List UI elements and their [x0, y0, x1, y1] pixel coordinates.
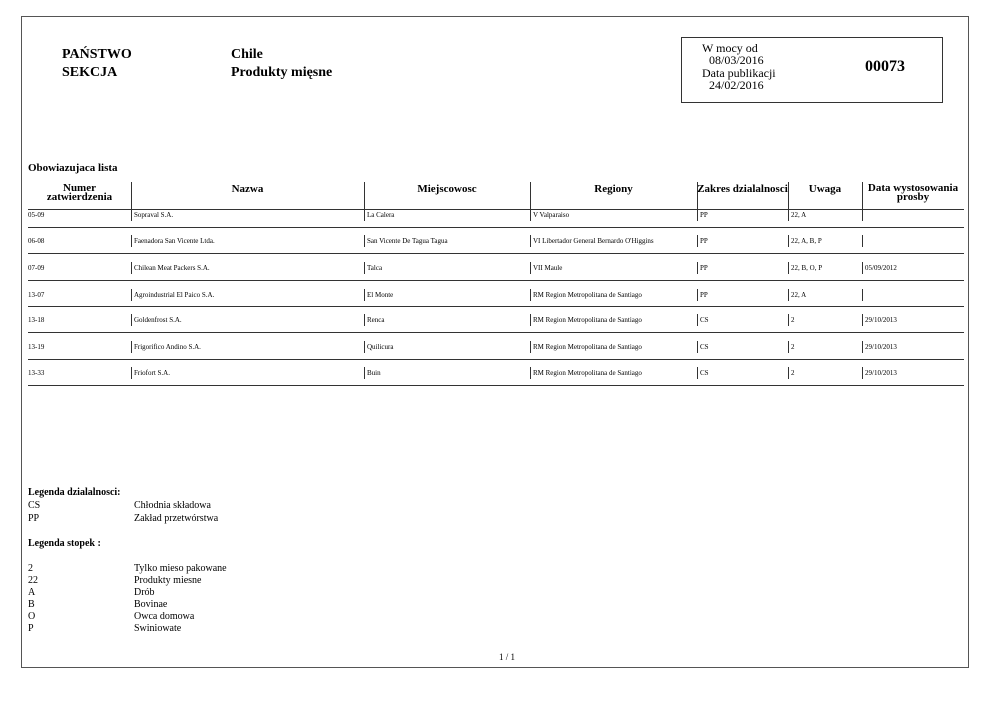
table-cell: 2	[791, 316, 795, 324]
table-row-divider	[28, 332, 964, 333]
table-cell-divider	[131, 289, 132, 301]
table-cell: Renca	[367, 316, 385, 324]
table-cell: 13-07	[28, 291, 45, 299]
table-cell: PP	[700, 291, 708, 299]
table-cell: San Vicente De Tagua Tagua	[367, 237, 448, 245]
document-number: 00073	[865, 58, 905, 75]
table-cell: 05-09	[28, 211, 45, 219]
table-cell: 22, B, O, P	[791, 264, 823, 272]
table-cell-divider	[862, 289, 863, 301]
table-cell: Talca	[367, 264, 383, 272]
table-header-cell	[530, 185, 697, 194]
table-cell-divider	[131, 367, 132, 379]
table-cell-divider	[364, 235, 365, 247]
table-cell-divider	[131, 209, 132, 221]
table-cell: RM Region Metropolitana de Santiago	[533, 369, 642, 377]
legend-desc: Chłodnia składowa	[134, 500, 211, 511]
published-label: Data publikacji	[702, 66, 776, 80]
table-header-text: Miejscowosc	[417, 183, 477, 195]
table-cell-divider	[788, 262, 789, 274]
published-value: 24/02/2016	[709, 78, 764, 92]
table-cell-divider	[131, 235, 132, 247]
info-box	[681, 37, 943, 103]
table-cell-divider	[364, 209, 365, 221]
legend-code: CS	[28, 500, 41, 511]
table-cell: 22, A	[791, 211, 807, 219]
table-cell: 13-19	[28, 343, 45, 351]
legend-desc: Drób	[134, 587, 155, 598]
table-cell-divider	[788, 341, 789, 353]
table-cell-divider	[530, 314, 531, 326]
table-cell-divider	[697, 314, 698, 326]
legend-code: O	[28, 611, 36, 622]
table-cell: V Valparaiso	[533, 211, 570, 219]
table-cell-divider	[697, 367, 698, 379]
table-header-text: prosby	[896, 191, 930, 203]
table-cell: PP	[700, 264, 708, 272]
legend-desc: Swiniowate	[134, 623, 182, 634]
table-header-text: Nazwa	[231, 183, 264, 195]
table-cell: PP	[700, 211, 708, 219]
table-row-divider	[28, 253, 964, 254]
table-cell: PP	[700, 237, 708, 245]
table-cell: CS	[700, 343, 709, 351]
legend-code: 22	[28, 575, 38, 586]
table-cell-divider	[530, 209, 531, 221]
table-cell: CS	[700, 316, 709, 324]
table-cell: 29/10/2013	[865, 316, 897, 324]
table-header-text: Numer	[63, 182, 96, 194]
table-cell-divider	[697, 235, 698, 247]
legend-code: B	[28, 599, 35, 610]
table-cell-divider	[862, 314, 863, 326]
table-cell: VII Maule	[533, 264, 563, 272]
table-cell: Goldenfrost S.A.	[134, 316, 182, 324]
table-header-cell	[697, 185, 788, 194]
table-cell-divider	[697, 209, 698, 221]
table-cell: Buin	[367, 369, 381, 377]
list-title: Obowiazujaca lista	[28, 162, 118, 174]
table-cell: Agroindustrial El Paico S.A.	[134, 291, 215, 299]
table-cell: RM Region Metropolitana de Santiago	[533, 316, 642, 324]
table-row-divider	[28, 385, 964, 386]
page-number: 1 / 1	[499, 652, 516, 662]
section-value: Produkty mięsne	[231, 65, 333, 80]
valid-from-label: W mocy od	[702, 41, 758, 55]
table-header-text: Regiony	[594, 183, 633, 195]
table-cell: 22, A	[791, 291, 807, 299]
table-cell: 29/10/2013	[865, 369, 897, 377]
table-cell: 13-18	[28, 316, 45, 324]
table-row-divider	[28, 359, 964, 360]
table-header-divider	[28, 209, 964, 210]
table-cell-divider	[697, 341, 698, 353]
table-cell: El Monte	[367, 291, 394, 299]
table-cell-divider	[788, 367, 789, 379]
table-cell-divider	[862, 235, 863, 247]
table-cell-divider	[364, 367, 365, 379]
table-cell: 22, A, B, P	[791, 237, 822, 245]
table-cell: La Calera	[367, 211, 395, 219]
table-cell-divider	[788, 314, 789, 326]
table-header-text: zatwierdzenia	[46, 191, 113, 203]
table-cell: VI Libertador General Bernardo O'Higgins	[533, 237, 654, 245]
legend-code: 2	[28, 563, 33, 574]
table-header-cell	[862, 184, 964, 202]
table-cell: Quilicura	[367, 343, 394, 351]
legend-desc: Zakład przetwórstwa	[134, 513, 219, 524]
table-cell: 2	[791, 343, 795, 351]
table-cell-divider	[131, 262, 132, 274]
table-header-text: Zakres dzialalnosci	[697, 183, 788, 195]
table-cell: Chilean Meat Packers S.A.	[134, 264, 210, 272]
legend-code: P	[28, 623, 34, 634]
table-row-divider	[28, 306, 964, 307]
table-cell-divider	[788, 235, 789, 247]
table-header-cell	[131, 185, 364, 194]
table-header-cell	[788, 185, 862, 194]
legend-footnotes-title: Legenda stopek :	[28, 538, 101, 549]
legend-desc: Tylko mieso pakowane	[134, 563, 227, 574]
table-cell-divider	[862, 341, 863, 353]
country-value: Chile	[231, 47, 263, 62]
table-cell: RM Region Metropolitana de Santiago	[533, 291, 642, 299]
table-cell-divider	[862, 367, 863, 379]
table-cell: RM Region Metropolitana de Santiago	[533, 343, 642, 351]
table-cell-divider	[788, 209, 789, 221]
table-cell: 06-08	[28, 237, 45, 245]
table-cell-divider	[530, 367, 531, 379]
country-label: PAŃSTWO	[62, 47, 132, 62]
legend-code: PP	[28, 513, 40, 524]
table-cell-divider	[697, 289, 698, 301]
table-cell-divider	[364, 289, 365, 301]
table-cell-divider	[364, 341, 365, 353]
legend-desc: Produkty miesne	[134, 575, 202, 586]
table-cell-divider	[530, 341, 531, 353]
table-cell-divider	[530, 289, 531, 301]
table-cell: Sopraval S.A.	[134, 211, 174, 219]
table-cell: 07-09	[28, 264, 45, 272]
table-cell: Frigorifico Andino S.A.	[134, 343, 201, 351]
legend-desc: Bovinae	[134, 599, 168, 610]
table-cell: Friofort S.A.	[134, 369, 170, 377]
table-header-cell	[364, 185, 530, 194]
table-cell: Faenadora San Vicente Ltda.	[134, 237, 215, 245]
table-cell-divider	[697, 262, 698, 274]
table-cell-divider	[862, 262, 863, 274]
valid-from-value: 08/03/2016	[709, 53, 764, 67]
table-cell-divider	[131, 314, 132, 326]
table-row-divider	[28, 280, 964, 281]
table-cell: 13-33	[28, 369, 45, 377]
legend-code: A	[28, 587, 36, 598]
table-cell-divider	[530, 235, 531, 247]
table-cell-divider	[364, 262, 365, 274]
table-cell: 05/09/2012	[865, 264, 897, 272]
table-header-text: Uwaga	[808, 183, 842, 195]
table-cell-divider	[788, 289, 789, 301]
legend-desc: Owca domowa	[134, 611, 195, 622]
table-row-divider	[28, 227, 964, 228]
table-cell: 29/10/2013	[865, 343, 897, 351]
table-cell-divider	[364, 314, 365, 326]
table-cell-divider	[862, 209, 863, 221]
table-cell-divider	[131, 341, 132, 353]
table-header-text: Data wystosowania	[867, 182, 959, 194]
section-label: SEKCJA	[62, 65, 118, 80]
table-cell-divider	[530, 262, 531, 274]
table-cell: 2	[791, 369, 795, 377]
table-header-cell	[28, 184, 131, 202]
legend-activity-title: Legenda dzialalnosci:	[28, 487, 121, 498]
table-cell: CS	[700, 369, 709, 377]
document-page	[21, 16, 969, 668]
